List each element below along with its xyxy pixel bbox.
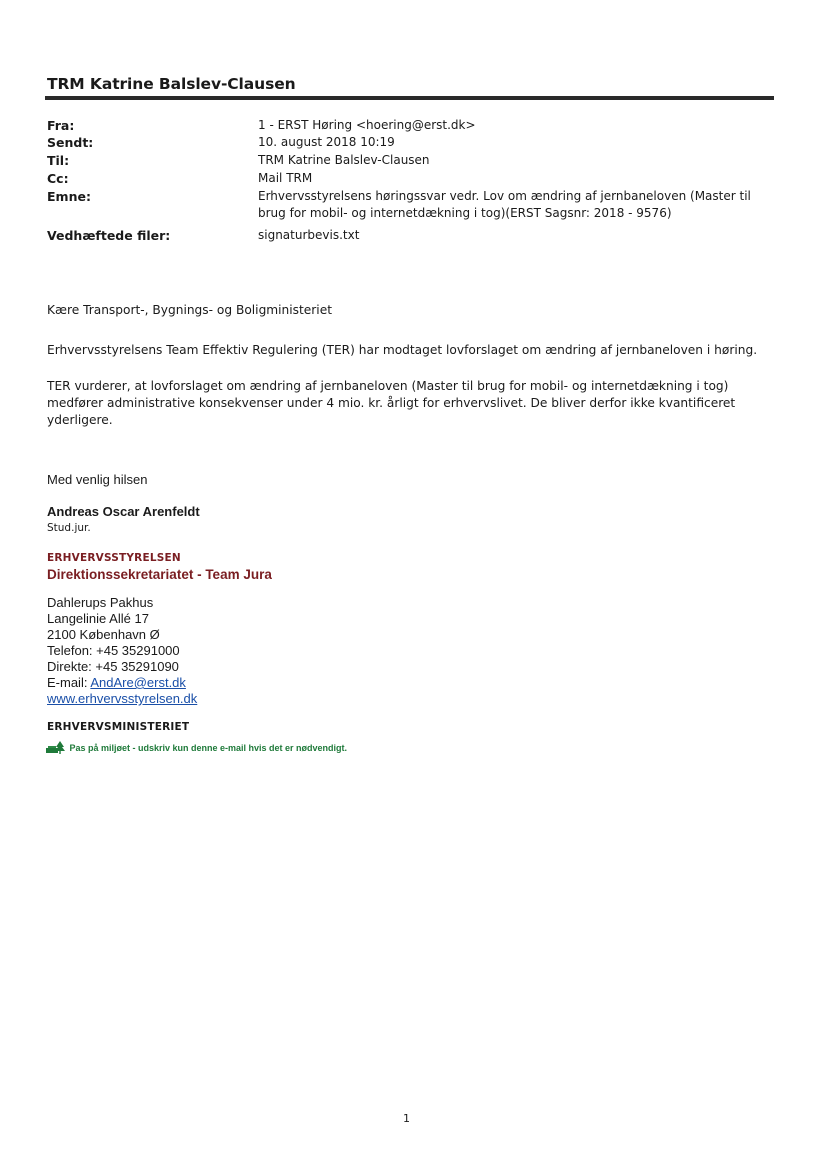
meta-value-cc: Mail TRM — [258, 171, 313, 185]
email-label: E-mail: — [47, 675, 91, 690]
address-line-2: Langelinie Allé 17 — [47, 611, 149, 626]
signature-org: ERHVERVSSTYRELSEN — [47, 552, 181, 564]
body-paragraph-1: Erhvervsstyrelsens Team Effektiv Regulering (TER) har modtaget lovforslaget om ændring af jernbaneloven i høring. — [47, 343, 758, 357]
body-paragraph-2: TER vurderer, at lovforslaget om ændring af jernbaneloven (Master til brug for mobil- og internetdækning i tog) medfører administrative konsekvenser under 4 mio. kr. årligt for erhvervslivet. De bliver derfor ikke kvantificeret yderligere. — [47, 379, 736, 427]
address-line-3: 2100 København Ø — [47, 627, 160, 642]
eco-notice — [45, 739, 347, 755]
attachment-link[interactable]: signaturbevis.txt — [258, 228, 360, 242]
greeting: Kære Transport-, Bygnings- og Boligministeriet — [47, 303, 332, 317]
meta-label-attachments: Vedhæftede filer: — [47, 228, 171, 243]
signature-title: Stud.jur. — [47, 522, 91, 534]
signature-department: Direktionssekretariatet - Team Jura — [47, 567, 272, 582]
ministry-name: ERHVERVSMINISTERIET — [47, 721, 190, 733]
signature-name: Andreas Oscar Arenfeldt — [47, 504, 200, 519]
meta-label-from: Fra: — [47, 118, 75, 133]
signature-regards: Med venlig hilsen — [47, 472, 148, 487]
direct-phone-line: Direkte: +45 35291090 — [47, 659, 179, 674]
email-line — [47, 675, 197, 691]
meta-value-sent: 10. august 2018 10:19 — [258, 135, 395, 149]
meta-label-cc: Cc: — [47, 171, 69, 186]
meta-label-sent: Sendt: — [47, 135, 94, 150]
address-line-1: Dahlerups Pakhus — [47, 595, 154, 610]
email-link[interactable]: AndAre@erst.dk — [90, 675, 186, 690]
page-title: TRM Katrine Balslev-Clausen — [47, 75, 296, 93]
meta-label-subject: Emne: — [47, 189, 91, 204]
phone-line: Telefon: +45 35291000 — [47, 643, 180, 658]
page-number: 1 — [403, 1112, 410, 1125]
tree-print-icon — [45, 740, 65, 755]
eco-notice-text: Pas på miljøet - udskriv kun denne e-mail hvis det er nødvendigt. — [69, 742, 348, 753]
website-link[interactable]: www.erhvervsstyrelsen.dk — [47, 691, 198, 706]
meta-value-subject: Erhvervsstyrelsens høringssvar vedr. Lov om ændring af jernbaneloven (Master til brug for mobil- og internetdækning i tog)(ERST Sagsnr: 2018 - 9576) — [258, 189, 751, 220]
meta-label-to: Til: — [47, 153, 70, 168]
meta-value-from: 1 - ERST Høring <hoering@erst.dk> — [258, 118, 476, 132]
signature-address-block — [47, 595, 197, 707]
meta-value-to: TRM Katrine Balslev-Clausen — [258, 153, 430, 167]
header-divider — [45, 96, 774, 100]
